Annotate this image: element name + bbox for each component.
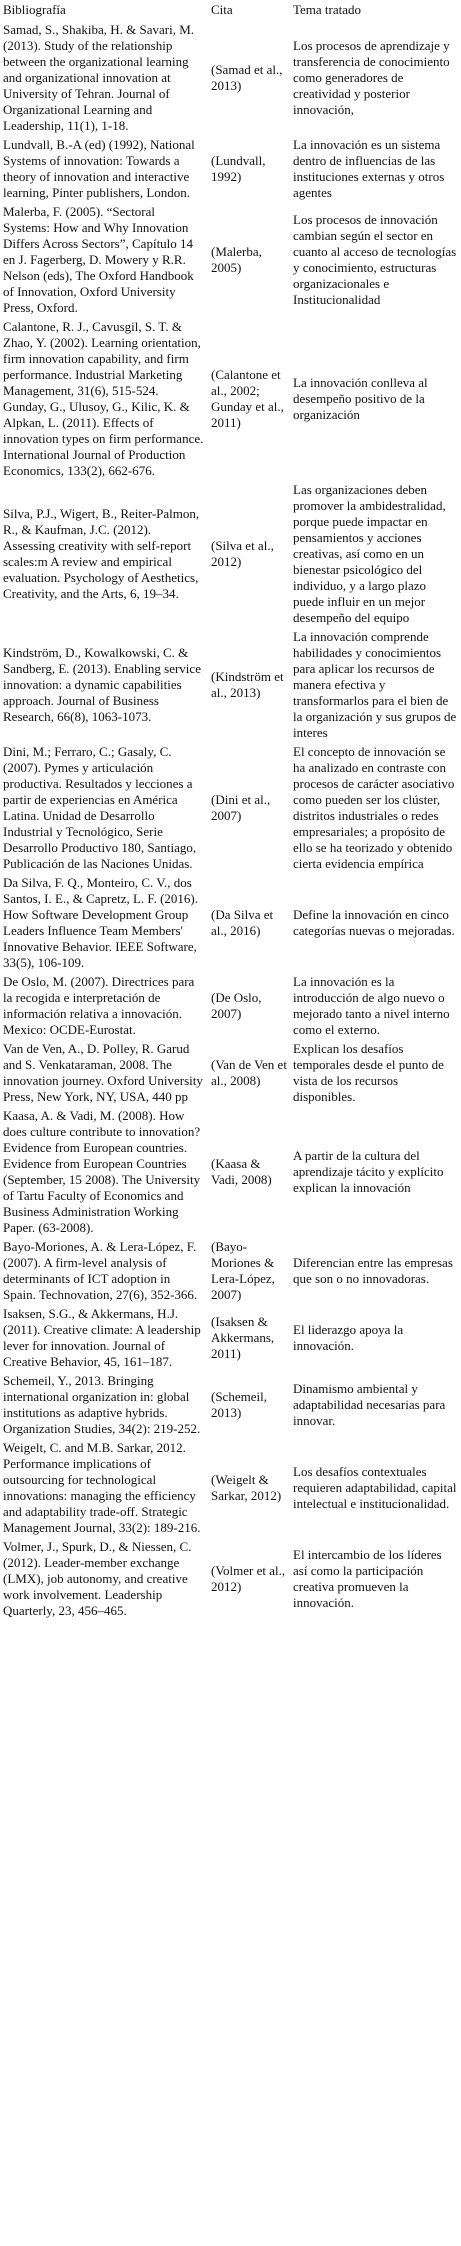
citation-cell: (Schemeil, 2013) — [208, 1372, 290, 1439]
citation-cell: (Dini et al., 2007) — [208, 743, 290, 874]
table-row — [0, 743, 461, 874]
table-row — [0, 1107, 461, 1238]
topic-cell: La innovación conlleva al desempeño positivo de la organización — [290, 318, 461, 481]
citation-cell: (De Oslo, 2007) — [208, 973, 290, 1040]
topic-cell: Define la innovación en cinco categorías nuevas o mejoradas. — [290, 874, 461, 973]
table-row — [0, 973, 461, 1040]
bibliography-cell: Van de Ven, A., D. Polley, R. Garud and S. Venkataraman, 2008. The innovation journey. Oxford University Press, New York, NY, USA, 440 pp — [0, 1040, 208, 1107]
table-row — [0, 21, 461, 136]
header-tema: Tema tratado — [290, 0, 461, 21]
citation-cell: (Kaasa & Vadi, 2008) — [208, 1107, 290, 1238]
citation-cell: (Isaksen & Akkermans, 2011) — [208, 1305, 290, 1372]
topic-cell: Explican los desafíos temporales desde el punto de vista de los recursos disponibles. — [290, 1040, 461, 1107]
topic-cell: La innovación es la introducción de algo nuevo o mejorado tanto a nivel interno como el externo. — [290, 973, 461, 1040]
table-row — [0, 1372, 461, 1439]
topic-cell: La innovación comprende habilidades y conocimientos para aplicar los recursos de manera efectiva y transformarlos para el bien de la organización y sus grupos de interes — [290, 628, 461, 743]
table-row — [0, 136, 461, 203]
citation-cell: (Bayo-Moriones & Lera-López, 2007) — [208, 1238, 290, 1305]
citation-cell: (Lundvall, 1992) — [208, 136, 290, 203]
table-row — [0, 1439, 461, 1538]
citation-cell: (Calantone et al., 2002; Gunday et al., 2011) — [208, 318, 290, 481]
topic-cell: Los desafíos contextuales requieren adaptabilidad, capital intelectual e institucionalidad. — [290, 1439, 461, 1538]
bibliography-cell: Kaasa, A. & Vadi, M. (2008). How does culture contribute to innovation? Evidence from European countries. Evidence from European Countries (September, 15 2008). The University of Tartu Faculty of Economics and Business Administration Working Paper. (63-2008). — [0, 1107, 208, 1238]
citation-cell: (Malerba, 2005) — [208, 203, 290, 318]
topic-cell: A partir de la cultura del aprendizaje tácito y explícito explican la innovación — [290, 1107, 461, 1238]
bibliography-cell: De Oslo, M. (2007). Directrices para la recogida e interpretación de información relativa a innovación. Mexico: OCDE-Eurostat. — [0, 973, 208, 1040]
table-row — [0, 1238, 461, 1305]
bibliography-cell: Silva, P.J., Wigert, B., Reiter-Palmon, R., & Kaufman, J.C. (2012). Assessing creativity with self-report scales:m A review and empirical evaluation. Psychology of Aesthetics, Creativity, and the Arts, 6, 19–34. — [0, 481, 208, 628]
topic-cell: Los procesos de innovación cambian según el sector en cuanto al acceso de tecnologías y conocimiento, estructuras organizacionales e Institucionalidad — [290, 203, 461, 318]
bibliography-cell: Dini, M.; Ferraro, C.; Gasaly, C. (2007). Pymes y articulación productiva. Resultados y lecciones a partir de experiencias en América Latina. Unidad de Desarrollo Industrial y Tecnológico, Serie Desarrollo Productivo 180, Santiago, Publicación de las Naciones Unidas. — [0, 743, 208, 874]
bibliography-cell: Kindström, D., Kowalkowski, C. & Sandberg, E. (2013). Enabling service innovation: a dynamic capabilities approach. Journal of Business Research, 66(8), 1063-1073. — [0, 628, 208, 743]
header-cita: Cita — [208, 0, 290, 21]
bibliography-cell: Volmer, J., Spurk, D., & Niessen, C. (2012). Leader-member exchange (LMX), job autonomy, and creative work involvement. Leadership Quarterly, 23, 456–465. — [0, 1538, 208, 1621]
table-body — [0, 21, 461, 1621]
topic-cell: La innovación es un sistema dentro de influencias de las instituciones externas y otros agentes — [290, 136, 461, 203]
citation-cell: (Kindström et al., 2013) — [208, 628, 290, 743]
bibliography-cell: Malerba, F. (2005). “Sectoral Systems: How and Why Innovation Differs Across Sectors”, Capítulo 14 en J. Fagerberg, D. Mowery y R.R. Nelson (eds), The Oxford Handbook of Innovation, Oxford University Press, Oxford. — [0, 203, 208, 318]
header-row — [0, 0, 461, 21]
table-row — [0, 203, 461, 318]
bibliography-cell: Isaksen, S.G., & Akkermans, H.J. (2011). Creative climate: A leadership lever for innovation. Journal of Creative Behavior, 45, 161–187. — [0, 1305, 208, 1372]
table-row — [0, 481, 461, 628]
topic-cell: Las organizaciones deben promover la ambidestralidad, porque puede impactar en pensamientos y acciones creativas, así como en un bienestar psicológico del individuo, y a largo plazo puede influir en un mejor desempeño del equipo — [290, 481, 461, 628]
citation-cell: (Volmer et al., 2012) — [208, 1538, 290, 1621]
citation-cell: (Samad et al., 2013) — [208, 21, 290, 136]
citation-cell: (Van de Ven et al., 2008) — [208, 1040, 290, 1107]
header-bibliografia: Bibliografía — [0, 0, 208, 21]
topic-cell: El concepto de innovación se ha analizado en contraste con procesos de carácter asociativo como pueden ser los clúster, distritos industriales o redes empresariales; a propósito de ello se ha teorizado y obtenido cierta evidencia empírica — [290, 743, 461, 874]
topic-cell: Dinamismo ambiental y adaptabilidad necesarias para innovar. — [290, 1372, 461, 1439]
bibliography-cell: Weigelt, C. and M.B. Sarkar, 2012. Performance implications of outsourcing for technological innovations: managing the efficiency and adaptability trade-off. Strategic Management Journal, 33(2): 189-216. — [0, 1439, 208, 1538]
table-row — [0, 1305, 461, 1372]
topic-cell: Los procesos de aprendizaje y transferencia de conocimiento como generadores de creatividad y posterior innovación, — [290, 21, 461, 136]
table-header — [0, 0, 461, 21]
bibliography-cell: Calantone, R. J., Cavusgil, S. T. & Zhao, Y. (2002). Learning orientation, firm innovation capability, and firm performance. Industrial Marketing Management, 31(6), 515-524. Gunday, G., Ulusoy, G., Kilic, K. & Alpkan, L. (2011). Effects of innovation types on firm performance. International Journal of Production Economics, 133(2), 662-676. — [0, 318, 208, 481]
bibliography-cell: Da Silva, F. Q., Monteiro, C. V., dos Santos, I. E., & Capretz, L. F. (2016). How Software Development Group Leaders Influence Team Members' Innovative Behavior. IEEE Software, 33(5), 106-109. — [0, 874, 208, 973]
bibliography-cell: Schemeil, Y., 2013. Bringing international organization in: global institutions as adaptive hybrids. Organization Studies, 34(2): 219-252. — [0, 1372, 208, 1439]
topic-cell: Diferencian entre las empresas que son o no innovadoras. — [290, 1238, 461, 1305]
bibliography-cell: Samad, S., Shakiba, H. & Savari, M. (2013). Study of the relationship between the organizational learning and organizational innovation at University of Tehran. Journal of Organizational Learning and Leadership, 11(1), 1-18. — [0, 21, 208, 136]
bibliography-cell: Bayo-Moriones, A. & Lera-López, F. (2007). A firm-level analysis of determinants of ICT adoption in Spain. Technovation, 27(6), 352-366. — [0, 1238, 208, 1305]
citation-cell: (Silva et al., 2012) — [208, 481, 290, 628]
table-row — [0, 1040, 461, 1107]
citation-cell: (Weigelt & Sarkar, 2012) — [208, 1439, 290, 1538]
table-row — [0, 318, 461, 481]
topic-cell: El intercambio de los líderes así como la participación creativa promueven la innovación. — [290, 1538, 461, 1621]
citation-cell: (Da Silva et al., 2016) — [208, 874, 290, 973]
table-row — [0, 1538, 461, 1621]
table-row — [0, 874, 461, 973]
bibliography-cell: Lundvall, B.-A (ed) (1992), National Systems of innovation: Towards a theory of innovation and interactive learning, Pinter publishers, London. — [0, 136, 208, 203]
topic-cell: El liderazgo apoya la innovación. — [290, 1305, 461, 1372]
table-row — [0, 628, 461, 743]
